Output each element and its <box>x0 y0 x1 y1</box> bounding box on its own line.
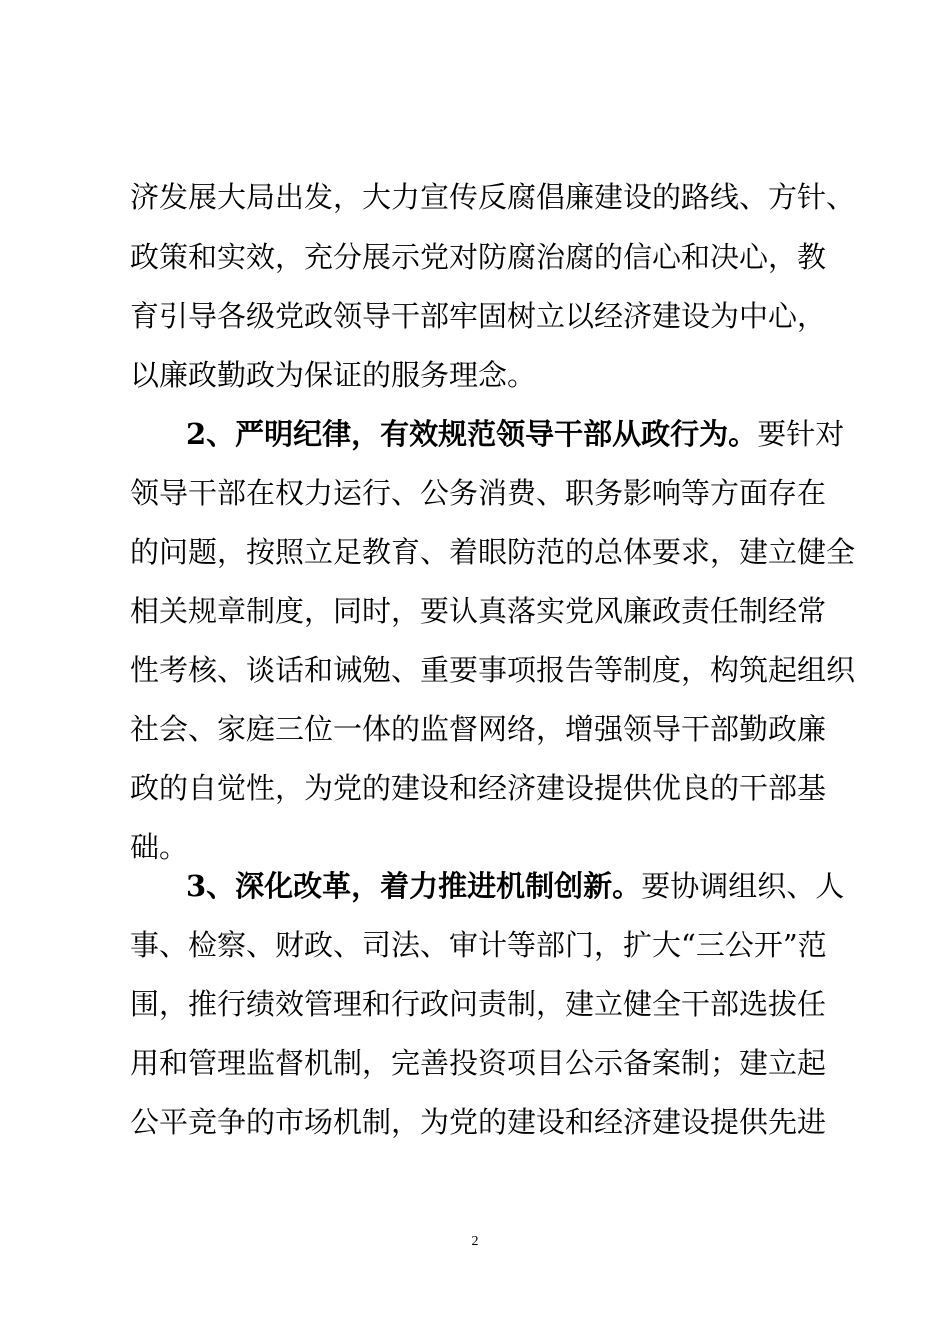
text-line: 社会、家庭三位一体的监督网络，增强领导干部勤政廉 <box>130 712 827 746</box>
text-line <box>186 414 845 454</box>
text-line: 围，推行绩效管理和行政问责制，建立健全干部选拔任 <box>130 987 827 1021</box>
section-heading: 3、深化改革，着力推进机制创新。 <box>186 869 642 903</box>
text-line: 以廉政勤政为保证的服务理念。 <box>130 358 537 392</box>
text-line: 政的自觉性，为党的建设和经济建设提供优良的干部基 <box>130 771 827 805</box>
text-line: 础。 <box>130 830 189 864</box>
text-line: 事、检察、财政、司法、审计等部门，扩大“三公开”范 <box>130 928 827 962</box>
text-line: 相关规章制度，同时，要认真落实党风廉政责任制经常 <box>130 594 827 628</box>
text-line: 政策和实效，充分展示党对防腐治腐的信心和决心，教 <box>130 240 827 274</box>
text-line <box>186 866 845 906</box>
text-line: 用和管理监督机制，完善投资项目公示备案制；建立起 <box>130 1046 827 1080</box>
page-number: 2 <box>471 1234 479 1249</box>
text-line: 的问题，按照立足教育、着眼防范的总体要求，建立健全 <box>130 535 856 569</box>
text-line: 性考核、谈话和诫勉、重要事项报告等制度，构筑起组织 <box>130 653 856 687</box>
text-run: 要针对 <box>757 417 845 451</box>
text-line: 公平竞争的市场机制，为党的建设和经济建设提供先进 <box>130 1105 827 1139</box>
text-line: 育引导各级党政领导干部牢固树立以经济建设为中心， <box>130 299 827 333</box>
text-line: 领导干部在权力运行、公务消费、职务影响等方面存在 <box>130 476 827 510</box>
text-run: 要协调组织、人 <box>641 869 845 903</box>
section-heading: 2、严明纪律，有效规范领导干部从政行为。 <box>186 417 758 451</box>
text-line: 济发展大局出发，大力宣传反腐倡廉建设的路线、方针、 <box>130 180 856 214</box>
